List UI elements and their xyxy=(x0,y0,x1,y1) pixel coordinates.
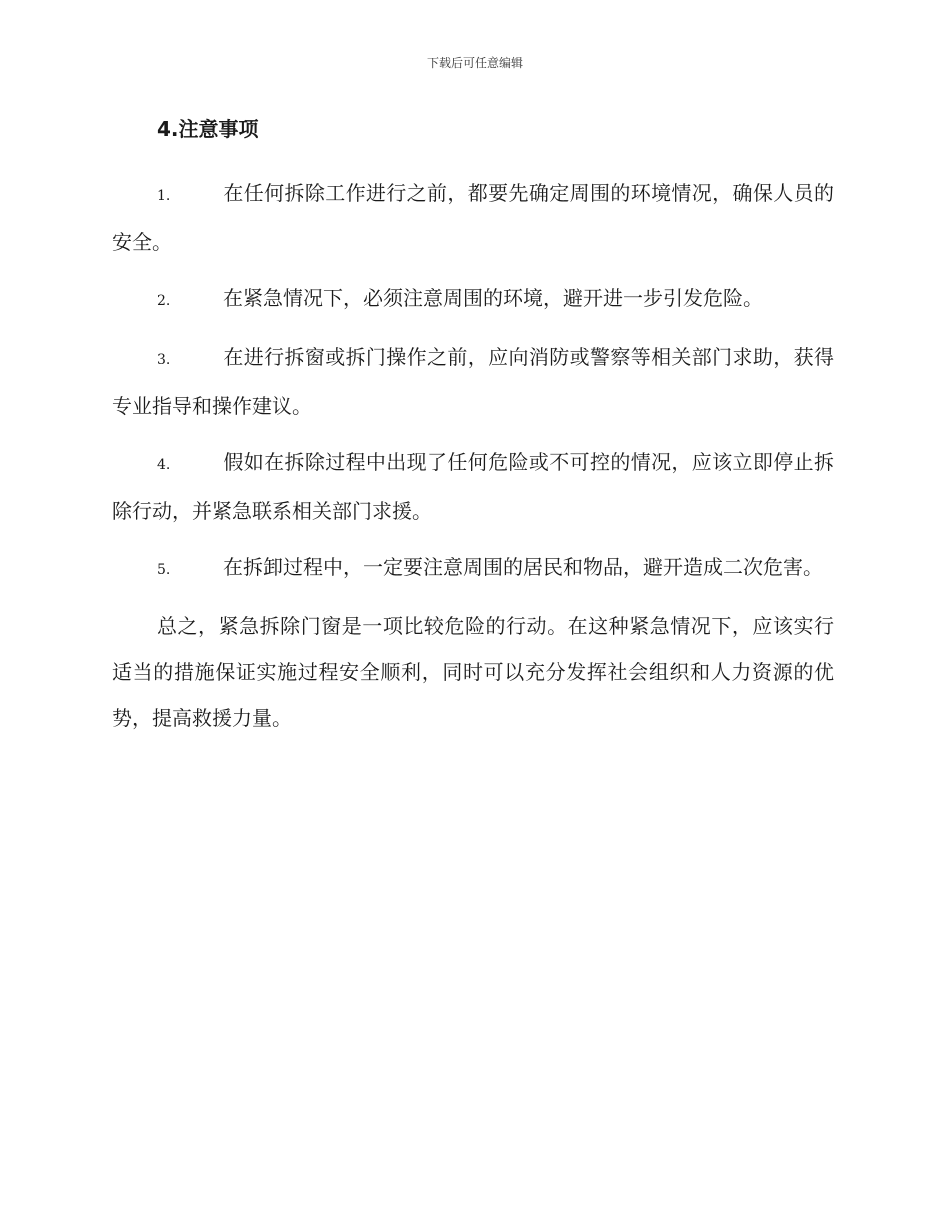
list-item-text: 在拆卸过程中，一定要注意周围的居民和物品，避开造成二次危害。 xyxy=(223,555,823,579)
list-item xyxy=(112,170,834,265)
list-item-text: 假如在拆除过程中出现了任何危险或不可控的情况，应该立即停止拆除行动，并紧急联系相关部门求援。 xyxy=(112,450,834,523)
list-item xyxy=(112,334,834,429)
summary-paragraph: 总之，紧急拆除门窗是一项比较危险的行动。在这种紧急情况下，应该实行适当的措施保证实施过程安全顺利，同时可以充分发挥社会组织和人力资源的优势，提高救援力量。 xyxy=(112,614,834,730)
list-item-number: 3. xyxy=(157,352,171,368)
precautions-list xyxy=(112,170,834,593)
document-body xyxy=(112,112,834,761)
page-header: 下载后可任意编辑 xyxy=(426,56,523,70)
list-item-number: 5. xyxy=(157,562,171,578)
list-item xyxy=(112,544,834,593)
list-item xyxy=(112,439,834,534)
list-item-number: 2. xyxy=(157,293,171,309)
list-item-text: 在任何拆除工作进行之前，都要先确定周围的环境情况，确保人员的安全。 xyxy=(112,181,834,254)
list-item-number: 1. xyxy=(157,188,171,204)
list-item-text: 在紧急情况下，必须注意周围的环境，避开进一步引发危险。 xyxy=(223,286,763,310)
list-item xyxy=(112,275,834,324)
list-item-text: 在进行拆窗或拆门操作之前，应向消防或警察等相关部门求助，获得专业指导和操作建议。 xyxy=(112,345,834,418)
section-title: 4.注意事项 xyxy=(157,117,259,141)
list-item-number: 4. xyxy=(157,457,171,473)
